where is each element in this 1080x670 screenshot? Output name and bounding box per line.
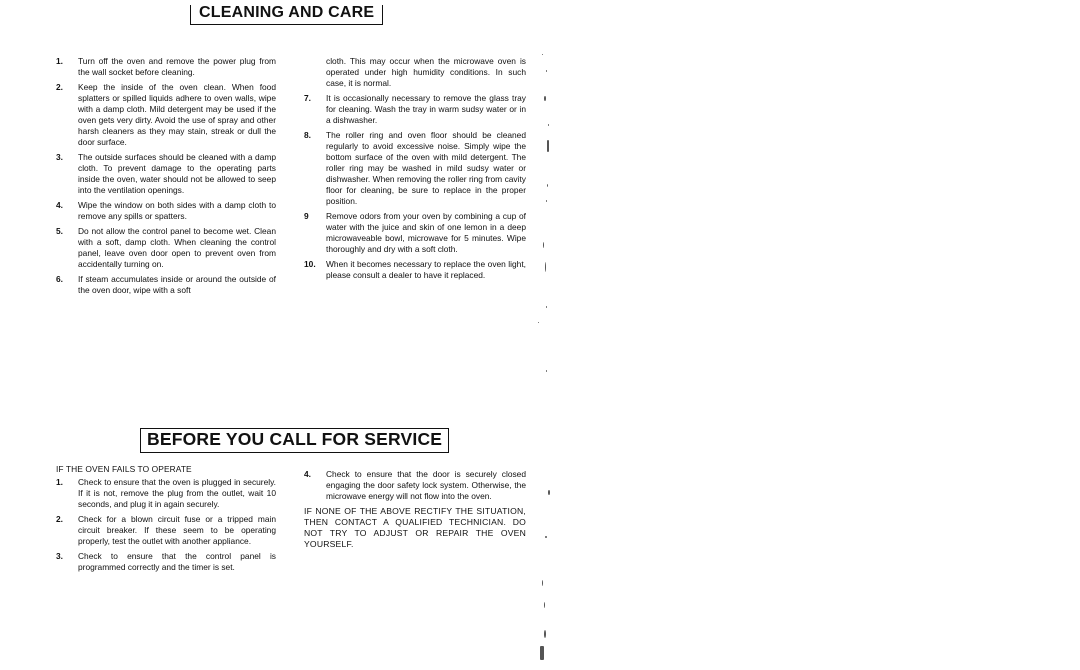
scan-speck [545, 262, 546, 272]
item-text: The outside surfaces should be cleaned with a damp cloth. To prevent damage to the operating parts inside the oven, water should not be allowed to seep into the ventilation openings. [78, 152, 276, 195]
service-warning: IF NONE OF THE ABOVE RECTIFY THE SITUATION, THEN CONTACT A QUALIFIED TECHNICIAN. DO NOT TRY TO ADJUST OR REPAIR THE OVEN YOURSELF. [304, 506, 526, 549]
item-number: 4. [56, 200, 63, 210]
item-number: 4. [304, 469, 311, 479]
service-list-right [304, 469, 526, 502]
list-item [56, 274, 276, 296]
list-item [56, 226, 276, 270]
item-text: When it becomes necessary to replace the oven light, please consult a dealer to have it replaced. [326, 259, 526, 280]
scan-speck [547, 184, 548, 187]
scan-speck [544, 630, 546, 638]
cleaning-list-left [56, 56, 276, 296]
list-item [56, 514, 276, 547]
item-text: Do not allow the control panel to become wet. Clean with a soft, damp cloth. When cleaning the control panel, leave oven door open to prevent oven from accidentally turning on. [78, 226, 276, 269]
item-number: 2. [56, 514, 63, 524]
list-item [304, 211, 526, 255]
scan-speck [544, 602, 545, 608]
item-text: Wipe the window on both sides with a damp cloth to remove any spills or spatters. [78, 200, 276, 221]
list-item [304, 93, 526, 126]
service-column-right [304, 469, 526, 550]
item-text: It is occasionally necessary to remove the glass tray for cleaning. Wash the tray in warm sudsy water or in a dishwasher. [326, 93, 526, 125]
item-number: 3. [56, 551, 63, 561]
cleaning-list-right [304, 93, 526, 281]
item-text: The roller ring and oven floor should be cleaned regularly to avoid excessive noise. Simply wipe the bottom surface of the oven with mild detergent. The roller ring may be washed in mild sudsy water or dishwasher. When removing the roller ring from cavity floor for cleaning, be sure to replace in the proper position. [326, 130, 526, 206]
service-subtitle: IF THE OVEN FAILS TO OPERATE [56, 464, 192, 474]
list-item [304, 130, 526, 207]
list-item [56, 82, 276, 148]
item-text: Remove odors from your oven by combining a cup of water with the juice and skin of one lemon in a deep microwaveable bowl, microwave for 5 minutes. Wipe thoroughly and dry with a soft cloth. [326, 211, 526, 254]
item-text: Check to ensure that the control panel is programmed correctly and the timer is set. [78, 551, 276, 572]
item-text: Check to ensure that the door is securely closed engaging the door safety lock system. Otherwise, the microwave energy will not flow into the oven. [326, 469, 526, 501]
item-number: 2. [56, 82, 63, 92]
scan-speck [546, 200, 547, 202]
item-number: 7. [304, 93, 311, 103]
scan-speck [548, 490, 550, 495]
item-6-continuation: cloth. This may occur when the microwave oven is operated under high humidity conditions. In such case, it is normal. [326, 56, 526, 88]
item-text: Keep the inside of the oven clean. When food splatters or spilled liquids adhere to oven walls, wipe with a damp cloth. Mild detergent may be used if the oven gets very dirty. Avoid the use of spray and other harsh cleaners as they may stain, streak or dull the door surface. [78, 82, 276, 147]
section-title-service: BEFORE YOU CALL FOR SERVICE [140, 428, 449, 453]
item-number: 3. [56, 152, 63, 162]
list-item [304, 259, 526, 281]
scan-noise [530, 50, 560, 670]
scan-speck [548, 124, 549, 126]
service-column-left [56, 464, 276, 577]
item-number: 8. [304, 130, 311, 140]
list-item [56, 56, 276, 78]
item-text: If steam accumulates inside or around the outside of the oven door, wipe with a soft [78, 274, 276, 295]
scan-speck [546, 370, 547, 372]
item-number: 10. [304, 259, 316, 269]
item-number: 1. [56, 477, 63, 487]
item-text: Turn off the oven and remove the power plug from the wall socket before cleaning. [78, 56, 276, 77]
item-text: Check to ensure that the oven is plugged in securely. If it is not, remove the plug from the outlet, wait 10 seconds, and plug it in again securely. [78, 477, 276, 509]
list-item [304, 469, 526, 502]
scan-speck [542, 580, 543, 586]
service-list-left [56, 477, 276, 573]
scan-speck [547, 140, 549, 152]
section-title-cleaning: CLEANING AND CARE [190, 5, 383, 25]
item-text: Check for a blown circuit fuse or a tripped main circuit breaker. If these seem to be operating properly, test the outlet with another appliance. [78, 514, 276, 546]
cleaning-column-right [304, 56, 526, 285]
scan-speck [538, 322, 539, 323]
scan-speck [540, 646, 544, 660]
item-number: 6. [56, 274, 63, 284]
scan-speck [542, 54, 543, 55]
list-item [56, 477, 276, 510]
scan-speck [544, 96, 546, 101]
item-number: 5. [56, 226, 63, 236]
cleaning-column-left [56, 56, 276, 300]
item-number: 9 [304, 211, 309, 221]
list-item [56, 200, 276, 222]
list-item [56, 152, 276, 196]
list-item [56, 551, 276, 573]
scan-speck [546, 306, 547, 308]
scan-speck [545, 536, 547, 538]
item-number: 1. [56, 56, 63, 66]
scan-speck [546, 70, 547, 72]
scan-speck [543, 242, 544, 248]
